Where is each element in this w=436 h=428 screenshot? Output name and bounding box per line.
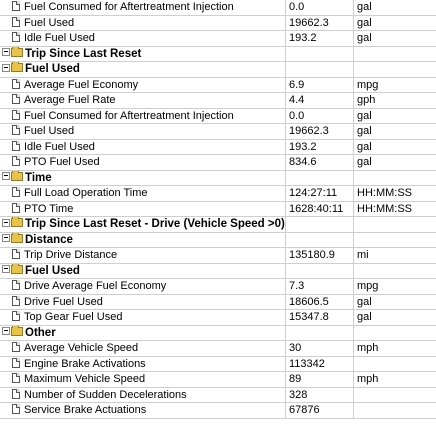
row-label: Fuel Used — [24, 125, 75, 137]
collapse-icon[interactable] — [2, 265, 10, 273]
unit-cell: gal — [357, 295, 372, 308]
label-cell — [0, 357, 286, 372]
unit-cell: gal — [357, 32, 372, 44]
row-label: Average Vehicle Speed — [24, 342, 139, 354]
unit-cell: mi — [357, 249, 369, 261]
unit-cell: mph — [357, 342, 379, 354]
section-label: Time — [25, 171, 52, 184]
group-header-row[interactable] — [0, 47, 436, 63]
row-label: Drive Average Fuel Economy — [24, 280, 167, 292]
value-cell: 19662.3 — [286, 124, 354, 139]
unit-cell: gal — [357, 16, 372, 29]
document-icon — [12, 203, 20, 213]
label-cell — [0, 217, 286, 232]
unit-cell: gal — [357, 311, 372, 323]
folder-icon — [11, 63, 23, 72]
row-label: PTO Time — [24, 202, 74, 215]
label-cell — [0, 248, 286, 263]
folder-icon — [11, 218, 23, 227]
value-cell — [286, 326, 354, 341]
row-label: Number of Sudden Decelerations — [24, 388, 187, 401]
table-row[interactable] — [0, 403, 436, 419]
label-cell — [0, 140, 286, 155]
folder-icon — [11, 48, 23, 57]
document-icon — [12, 32, 20, 42]
value-cell: 6.9 — [286, 78, 354, 93]
label-cell — [0, 0, 286, 15]
unit-cell: gal — [357, 125, 372, 137]
table-row[interactable] — [0, 16, 436, 32]
collapse-icon[interactable] — [2, 327, 10, 335]
value-cell: 0.0 — [286, 0, 354, 15]
document-icon — [12, 358, 20, 368]
label-cell — [0, 264, 286, 279]
document-icon — [12, 187, 20, 197]
table-row[interactable] — [0, 0, 436, 16]
table-row[interactable] — [0, 93, 436, 109]
subgroup-header-row[interactable] — [0, 233, 436, 249]
subgroup-header-row[interactable] — [0, 326, 436, 342]
table-row[interactable] — [0, 372, 436, 388]
row-label: Fuel Consumed for Aftertreatment Injection — [24, 109, 234, 122]
row-label: Engine Brake Activations — [24, 357, 146, 370]
row-label: Maximum Vehicle Speed — [24, 373, 146, 385]
document-icon — [12, 404, 20, 414]
unit-cell: mph — [357, 373, 379, 385]
document-icon — [12, 296, 20, 306]
folder-icon — [11, 265, 23, 274]
folder-icon — [11, 327, 23, 336]
unit-cell — [354, 403, 436, 418]
document-icon — [12, 17, 20, 27]
table-row[interactable] — [0, 310, 436, 326]
table-row[interactable] — [0, 31, 436, 47]
value-cell: 834.6 — [286, 155, 354, 170]
table-row[interactable] — [0, 186, 436, 202]
unit-cell: gal — [357, 140, 372, 153]
label-cell — [0, 326, 286, 341]
table-row[interactable] — [0, 357, 436, 373]
folder-icon — [11, 234, 23, 243]
table-row[interactable] — [0, 124, 436, 140]
unit-cell — [354, 217, 436, 232]
value-cell: 19662.3 — [286, 16, 354, 31]
document-icon — [12, 125, 20, 135]
label-cell — [0, 233, 286, 248]
label-cell — [0, 31, 286, 46]
value-cell — [286, 217, 354, 232]
unit-cell — [354, 388, 436, 403]
unit-cell — [354, 62, 436, 77]
value-cell — [286, 47, 354, 62]
value-cell — [286, 264, 354, 279]
table-row[interactable] — [0, 248, 436, 264]
row-label: Fuel Consumed for Aftertreatment Injection — [24, 1, 234, 13]
value-cell: 135180.9 — [286, 248, 354, 263]
label-cell — [0, 171, 286, 186]
document-icon — [12, 156, 20, 166]
row-label: Average Fuel Economy — [24, 78, 139, 91]
document-icon — [12, 311, 20, 321]
label-cell — [0, 186, 286, 201]
unit-cell: gal — [357, 109, 372, 122]
label-cell — [0, 124, 286, 139]
table-row[interactable] — [0, 140, 436, 156]
document-icon — [12, 79, 20, 89]
collapse-icon[interactable] — [2, 64, 10, 72]
section-label: Fuel Used — [25, 264, 80, 277]
unit-cell — [354, 357, 436, 372]
table-row[interactable] — [0, 155, 436, 171]
value-cell: 0.0 — [286, 109, 354, 124]
label-cell — [0, 16, 286, 31]
row-label: Drive Fuel Used — [24, 295, 103, 308]
value-cell: 67876 — [286, 403, 354, 418]
table-row[interactable] — [0, 202, 436, 218]
label-cell — [0, 372, 286, 387]
label-cell — [0, 279, 286, 294]
value-cell — [286, 62, 354, 77]
section-label: Fuel Used — [25, 63, 80, 75]
value-cell: 193.2 — [286, 140, 354, 155]
subgroup-header-row[interactable] — [0, 264, 436, 280]
folder-icon — [11, 172, 23, 181]
collapse-icon[interactable] — [2, 234, 10, 242]
row-label: Fuel Used — [24, 16, 75, 29]
label-cell — [0, 295, 286, 310]
unit-cell: gph — [357, 94, 376, 106]
document-icon — [12, 389, 20, 399]
value-cell — [286, 171, 354, 186]
row-label: Service Brake Actuations — [24, 404, 147, 416]
row-label: Idle Fuel Used — [24, 32, 95, 44]
unit-cell — [354, 264, 436, 279]
document-icon — [12, 249, 20, 259]
section-label: Other — [25, 326, 56, 339]
table-row[interactable] — [0, 109, 436, 125]
value-cell: 4.4 — [286, 93, 354, 108]
subgroup-header-row[interactable] — [0, 62, 436, 78]
unit-cell — [354, 171, 436, 186]
collapse-icon[interactable] — [2, 48, 10, 56]
label-cell — [0, 78, 286, 93]
value-cell: 18606.5 — [286, 295, 354, 310]
value-cell: 30 — [286, 341, 354, 356]
label-cell — [0, 403, 286, 418]
group-header-row[interactable] — [0, 217, 436, 233]
section-label: Trip Since Last Reset — [25, 47, 142, 60]
section-label: Trip Since Last Reset - Drive (Vehicle Speed >0) — [25, 218, 285, 230]
table-row[interactable] — [0, 78, 436, 94]
collapse-icon[interactable] — [2, 219, 10, 227]
subgroup-header-row[interactable] — [0, 171, 436, 187]
value-cell — [286, 233, 354, 248]
table-row[interactable] — [0, 388, 436, 404]
unit-cell — [354, 47, 436, 62]
value-cell: 124:27:11 — [286, 186, 354, 201]
label-cell — [0, 155, 286, 170]
value-cell: 7.3 — [286, 279, 354, 294]
value-cell: 328 — [286, 388, 354, 403]
value-cell: 89 — [286, 372, 354, 387]
unit-cell: HH:MM:SS — [357, 187, 412, 199]
unit-cell — [354, 233, 436, 248]
document-icon — [12, 280, 20, 290]
value-cell: 113342 — [286, 357, 354, 372]
row-label: Average Fuel Rate — [24, 94, 116, 106]
label-cell — [0, 47, 286, 62]
table-row[interactable] — [0, 341, 436, 357]
row-label: Idle Fuel Used — [24, 140, 95, 153]
document-icon — [12, 141, 20, 151]
row-label: Trip Drive Distance — [24, 249, 118, 261]
label-cell — [0, 202, 286, 217]
unit-cell: mpg — [357, 280, 379, 292]
document-icon — [12, 94, 20, 104]
document-icon — [12, 373, 20, 383]
document-icon — [12, 1, 20, 11]
value-cell: 1628:40:11 — [286, 202, 354, 217]
document-icon — [12, 110, 20, 120]
document-icon — [12, 342, 20, 352]
table-row[interactable] — [0, 295, 436, 311]
value-cell: 193.2 — [286, 31, 354, 46]
row-label: Full Load Operation Time — [24, 187, 148, 199]
label-cell — [0, 109, 286, 124]
collapse-icon[interactable] — [2, 172, 10, 180]
label-cell — [0, 388, 286, 403]
row-label: PTO Fuel Used — [24, 156, 100, 168]
label-cell — [0, 93, 286, 108]
label-cell — [0, 62, 286, 77]
unit-cell: gal — [357, 156, 372, 168]
row-label: Top Gear Fuel Used — [24, 311, 123, 323]
value-cell: 15347.8 — [286, 310, 354, 325]
unit-cell: HH:MM:SS — [357, 202, 412, 215]
unit-cell: mpg — [357, 78, 379, 91]
section-label: Distance — [25, 233, 73, 246]
label-cell — [0, 310, 286, 325]
unit-cell: gal — [357, 1, 372, 13]
unit-cell — [354, 326, 436, 341]
table-row[interactable] — [0, 279, 436, 295]
label-cell — [0, 341, 286, 356]
